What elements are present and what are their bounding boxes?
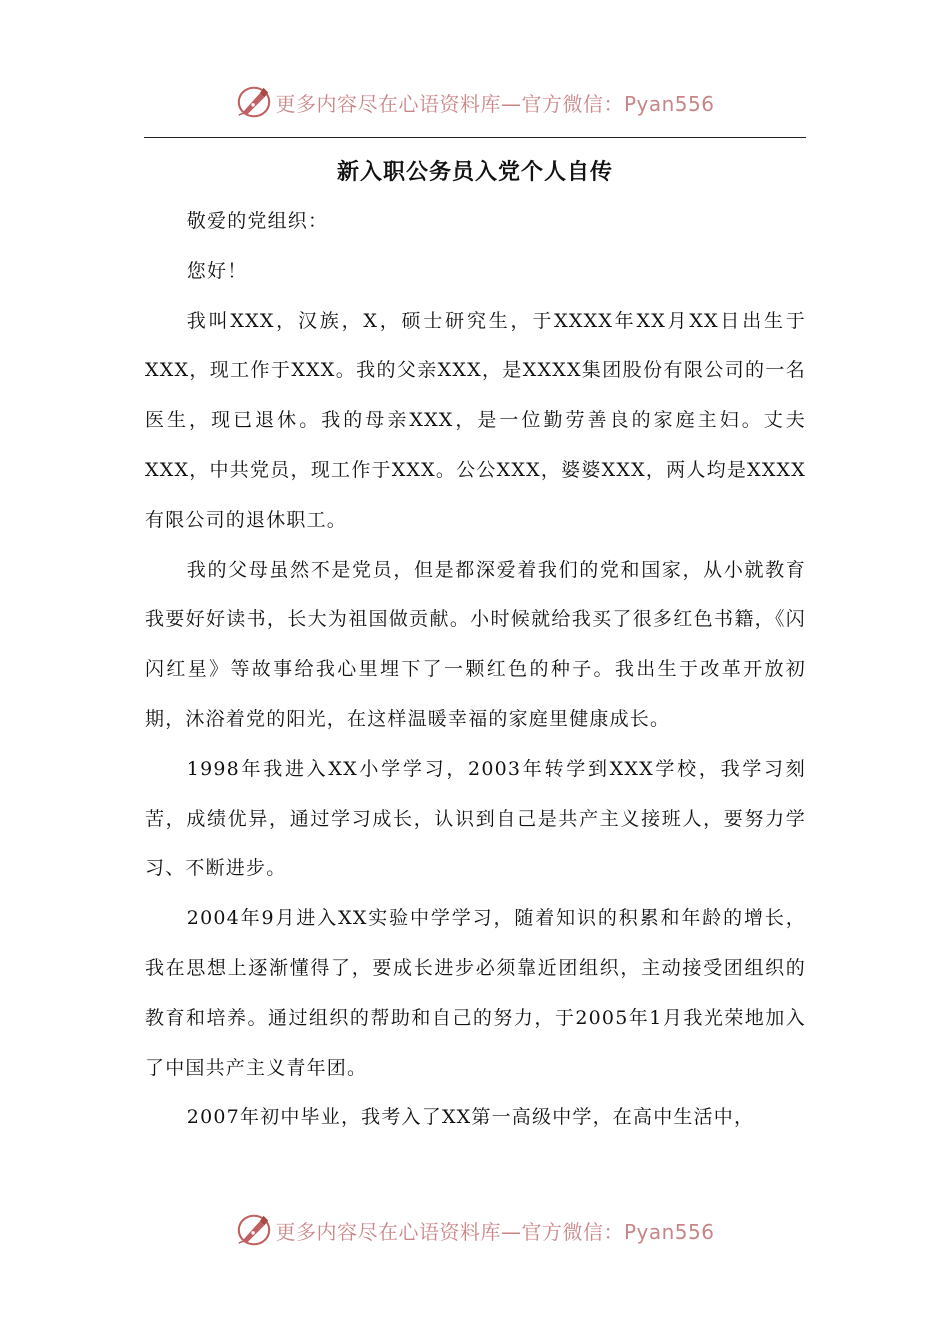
pen-nib-logo-icon (235, 1211, 273, 1249)
salutation: 敬爱的党组织： (186, 210, 329, 232)
body-paragraph: 2004年9月进入XX实验中学学习，随着知识的积累和年龄的增长，我在思想上逐渐懂得了，要成长进步必须靠近团组织，主动接受团组织的教育和培养。通过组织的帮助和自己的努力，于2005年1月我光荣地加入了中国共产主义青年团。 (145, 907, 806, 1079)
body-paragraph: 2007年初中毕业，我考入了XX第一高级中学，在高中生活中， (186, 1106, 755, 1129)
body-paragraph: 我的父母虽然不是党员，但是都深爱着我们的党和国家，从小就教育我要好好读书，长大为祖国做贡献。小时候就给我买了很多红色书籍，《闪闪红星》等故事给我心里埋下了一颗红色的种子。我出生于改革开放初期，沐浴着党的阳光，在这样温暖幸福的家庭里健康成长。 (145, 558, 806, 730)
body-paragraph: 1998年我进入XX小学学习，2003年转学到XXX学校，我学习刻苦，成绩优异，通过学习成长，认识到自己是共产主义接班人，要努力学习、不断进步。 (145, 757, 806, 880)
header-divider (144, 137, 806, 138)
greeting: 您好！ (186, 259, 248, 282)
watermark-text: 更多内容尽在心语资料库—官方微信：Pyan556 (275, 91, 715, 116)
watermark-text: 更多内容尽在心语资料库—官方微信：Pyan556 (275, 1219, 715, 1244)
document-title: 新入职公务员入党个人自传 (336, 160, 613, 185)
footer-watermark-banner (0, 1208, 950, 1252)
pen-nib-logo-icon (235, 83, 273, 121)
document-body (145, 197, 806, 1143)
header-watermark-banner (0, 80, 950, 124)
body-paragraph: 我叫XXX，汉族，X，硕士研究生，于XXXX年XX月XX日出生于XXX，现工作于XXX。我的父亲XXX，是XXXX集团股份有限公司的一名医生，现已退休。我的母亲XXX，是一位勤劳善良的家庭主妇。丈夫XXX，中共党员，现工作于XXX。公公XXX，婆婆XXX，两人均是XXXX有限公司的退休职工。 (145, 309, 806, 531)
